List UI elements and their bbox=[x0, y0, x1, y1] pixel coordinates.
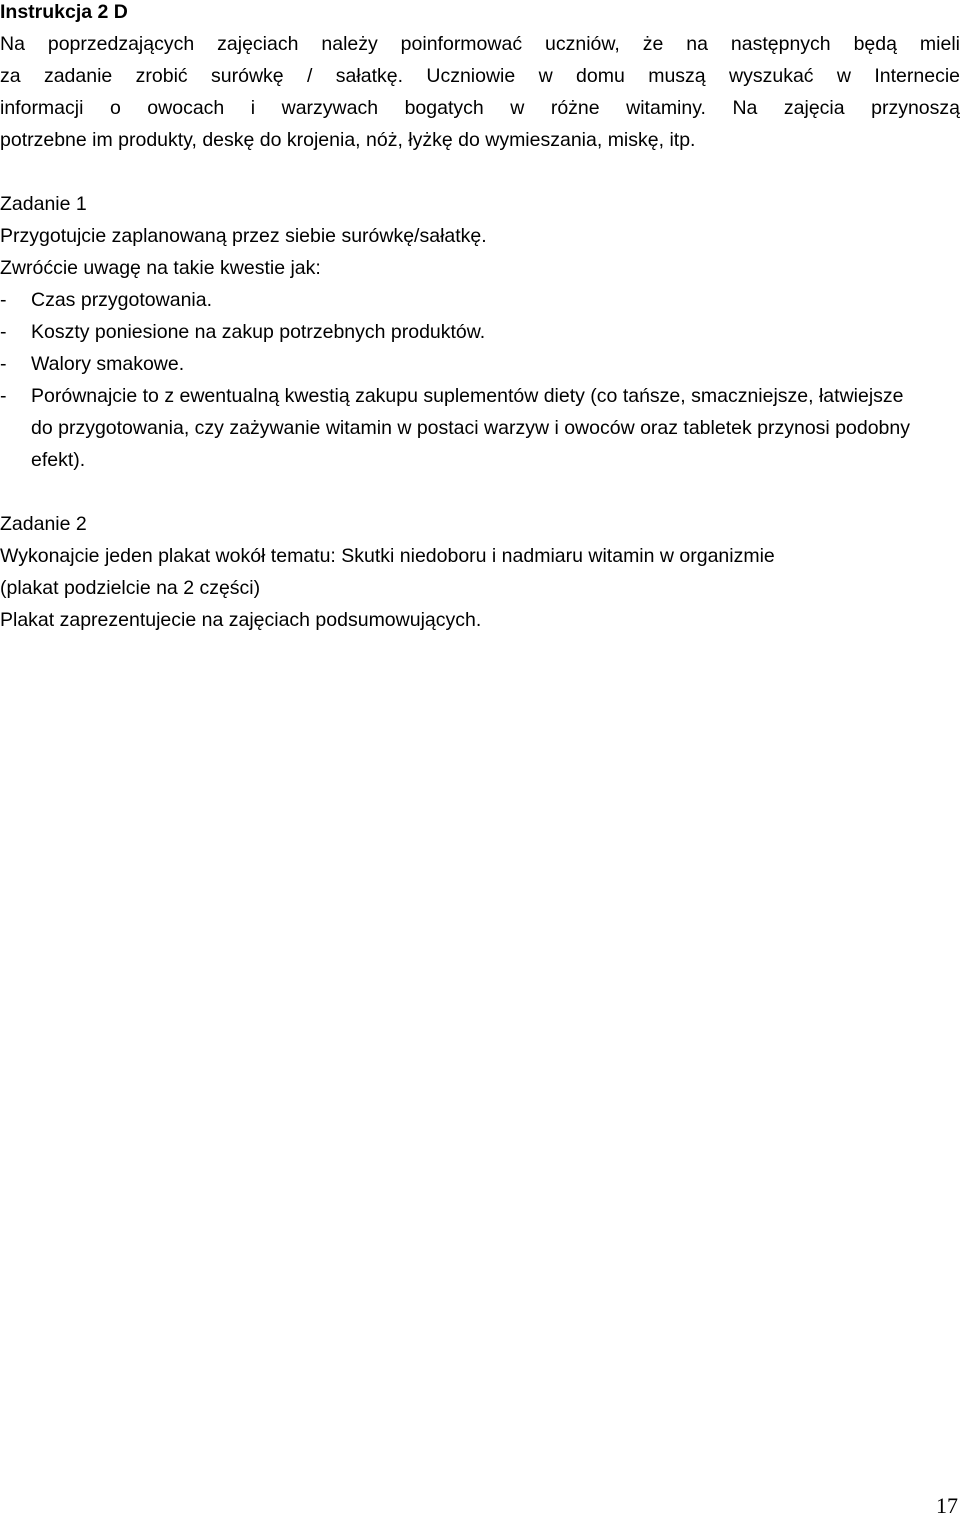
list-item bbox=[0, 284, 960, 316]
list-item-text: Porównajcie to z ewentualną kwestią zakupu suplementów diety (co tańsze, smaczniejsze, łatwiejsze do przygotowania, czy zażywanie witamin w postaci warzyw i owoców oraz tabletek przynosi podobny efekt). bbox=[31, 385, 910, 471]
list-item bbox=[0, 348, 960, 380]
intro-line: Na poprzedzających zajęciach należy poinformować uczniów, że na następnych będą mieli bbox=[0, 33, 960, 55]
list-item-text: Walory smakowe. bbox=[31, 353, 185, 375]
task-2-instruction: (plakat podzielcie na 2 części) bbox=[0, 577, 261, 599]
task-2-instruction: Plakat zaprezentujecie na zajęciach podsumowujących. bbox=[0, 609, 482, 631]
list-item-text: Koszty poniesione na zakup potrzebnych produktów. bbox=[31, 321, 486, 343]
task-1-heading: Zadanie 1 bbox=[0, 193, 87, 215]
task-2-section bbox=[0, 508, 960, 636]
dash-marker: - bbox=[0, 289, 7, 311]
intro-line: za zadanie zrobić surówkę / sałatkę. Uczniowie w domu muszą wyszukać w Internecie bbox=[0, 65, 960, 87]
intro-paragraph bbox=[0, 28, 960, 156]
list-item bbox=[0, 380, 960, 476]
task-1-instruction: Przygotujcie zaplanowaną przez siebie surówkę/sałatkę. bbox=[0, 225, 487, 247]
list-item-text: Czas przygotowania. bbox=[31, 289, 213, 311]
intro-line: informacji o owocach i warzywach bogatych w różne witaminy. Na zajęcia przynoszą bbox=[0, 97, 960, 119]
page-number: 17 bbox=[936, 1493, 958, 1518]
task-1-list bbox=[0, 284, 960, 476]
task-1-section bbox=[0, 188, 960, 476]
dash-marker: - bbox=[0, 321, 7, 343]
dash-marker: - bbox=[0, 353, 7, 375]
list-item bbox=[0, 316, 960, 348]
dash-marker: - bbox=[0, 385, 7, 407]
spacer bbox=[0, 476, 960, 508]
document-page bbox=[0, 0, 960, 636]
task-1-instruction: Zwróćcie uwagę na takie kwestie jak: bbox=[0, 257, 321, 279]
task-2-instruction: Wykonajcie jeden plakat wokół tematu: Skutki niedoboru i nadmiaru witamin w organizmie bbox=[0, 545, 775, 567]
intro-line: potrzebne im produkty, deskę do krojenia, nóż, łyżkę do wymieszania, miskę, itp. bbox=[0, 129, 696, 151]
task-2-heading: Zadanie 2 bbox=[0, 513, 87, 535]
spacer bbox=[0, 156, 960, 188]
document-title: Instrukcja 2 D bbox=[0, 1, 128, 23]
